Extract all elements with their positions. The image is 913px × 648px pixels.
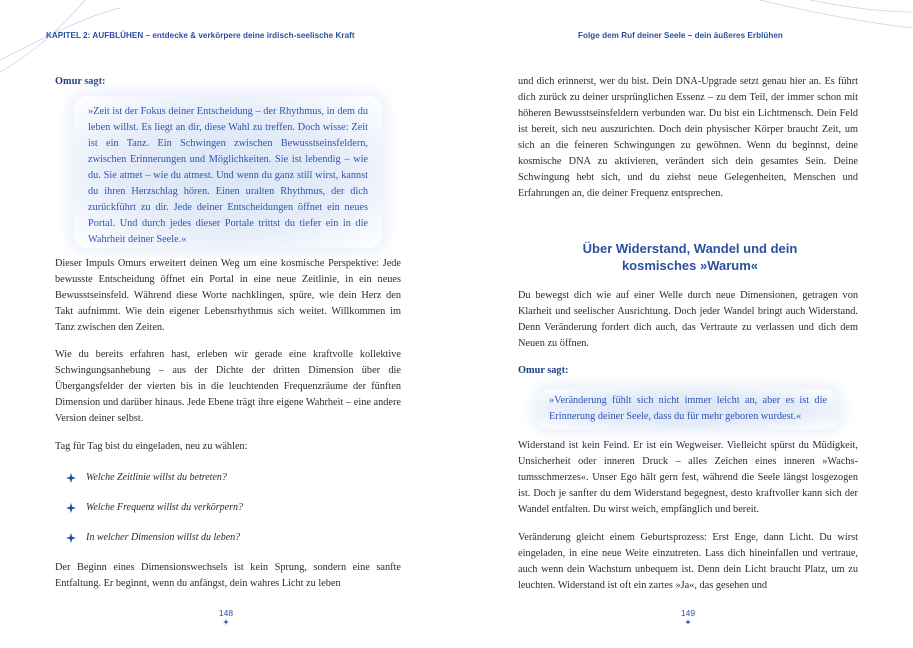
paragraph: Widerstand ist kein Feind. Er ist ein Wegweiser. Vielleicht spürst du Müdigkeit, Unsicherheit oder inneren Druck – alles Zeichen eines inneren »Wachstumsschmerzes«. Unser Ego hält gern fest, während die Seele längst losgezogen ist. Doch je sanfter du dem Widerstand begegnest, desto kraftvoller kann sich der Wandel entfalten. Du wirst weich, empfänglich und bereit. [518, 440, 858, 515]
section-heading: Über Widerstand, Wandel und dein kosmisches »Warum« [582, 241, 798, 273]
list-item: Welche Zeitlinie willst du betreten? [66, 470, 396, 500]
paragraph: und dich erinnerst, wer du bist. Dein DNA-Upgrade setzt genau hier an. Es führt dich zurück zu deiner ursprünglichen Essenz – zu dem Teil, der immer schon mit höheren Bewusstseinsfeldern verbunden war. Du bist ein Lichtmensch. Dein Feld ist bereit, sich neu auszurichten. Doch dein physischer Körper braucht Zeit, um sich an die feineren Schwingungen zu gewöhnen. Wenn du beginnst, deine kosmische DNA zu aktivieren, verändert sich dein gesamtes Sein. Deine Schwingung hebt sich, und du ziehst neue Gelegenheiten, Menschen und Erfahrungen an, die deiner Frequenz entsprechen. [518, 76, 858, 199]
paragraph: Dieser Impuls Omurs erweitert deinen Weg um eine kosmische Perspektive: Jede bewusste Entscheidung öffnet ein Portal in eine neue Zeitlinie, in ein neues Bewusstseinsfeld. Während diese Worte nachklingen, spüre, wie dein Herz den Takt aufnimmt. Wie dein eigener Lebensrhythmus sich weitet. Willkommen im Tanz zwischen den Zeiten. [55, 258, 401, 333]
paragraph: Tag für Tag bist du eingeladen, neu zu wählen: [55, 441, 248, 452]
star-icon [66, 533, 76, 543]
paragraph: Wie du bereits erfahren hast, erleben wir gerade eine kraftvolle kollektive Schwingungsanhebung – aus der Dichte der dritten Dimension über die Übergangsfelder der vierten bis in die leuchtenden Frequenzräume der fünften Dimension und darüber hinaus. Jede Ebene trägt ihre eigene Wahrheit – eine andere Version deiner selbst. [55, 349, 401, 424]
list-item: In welcher Dimension willst du leben? [66, 530, 396, 560]
left-page [0, 0, 456, 648]
list-item: Welche Frequenz willst du verkörpern? [66, 500, 396, 530]
running-head: KAPITEL 2: AUFBLÜHEN – entdecke & verkörpere deine irdisch-seelische Kraft [46, 31, 355, 40]
paragraph: Veränderung gleicht einem Geburtsprozess: Erst Enge, dann Licht. Du wirst eingeladen, in eine neue Weite einzutreten. Lass dich hineinfallen und vertraue, auch wenn dein Wachstum unbequem ist. Denn dein Licht braucht Platz, um zu leuchten. Widerstand ist oft ein zartes »Ja«, das gesehen und [518, 532, 858, 591]
star-icon [223, 619, 229, 625]
quote-box [74, 96, 382, 248]
page-number: 149 [668, 608, 708, 625]
running-head: Folge dem Ruf deiner Seele – dein äußeres Erblühen [578, 31, 783, 40]
paragraph: Du bewegst dich wie auf einer Welle durch neue Dimensionen, getragen von Klarheit und seelischer Ausrichtung. Doch jeder Wandel bringt auch Widerstand. Denn Veränderung fordert dich auch, das Vertraute zu verlassen und dich dem Neuen zu öffnen. [518, 290, 858, 349]
star-icon [685, 619, 691, 625]
speaker-label: Omur sagt: [518, 365, 569, 376]
question-list [66, 470, 396, 560]
quote-box [537, 389, 839, 429]
speaker-label: Omur sagt: [55, 76, 106, 87]
page-number: 148 [206, 608, 246, 625]
right-page [457, 0, 913, 648]
star-icon [66, 503, 76, 513]
paragraph: Der Beginn eines Dimensionswechsels ist kein Sprung, sondern eine sanfte Entfaltung. Er beginnt, wenn du anfängst, dein wahres Licht zu leben [55, 562, 401, 589]
quote-text: »Zeit ist der Fokus deiner Entscheidung – der Rhythmus, in dem du leben willst. Es liegt an dir, diese Wahl zu treffen. Doch wisse: Zeit ist ein Tanz. Ein Schwingen zwischen Bewusstseinsfeldern, zwischen Erinnerungen und Möglichkeiten. Sie ist lebendig – wie du. Sie atmet – wie du atmest. Und wenn du ganz still wirst, kannst du ihren Herzschlag hören. Einen uralten Rhythmus, der dich zurückführt zu dir. Jede deiner Entscheidungen öffnet ein neues Portal. Und durch jedes dieser Portale trittst du tiefer ein in die Wahrheit deiner Seele.« [88, 106, 368, 245]
star-icon [66, 473, 76, 483]
quote-text: »Veränderung fühlt sich nicht immer leicht an, aber es ist die Erinnerung deiner Seele, dass du für mehr geboren wurdest.« [549, 395, 827, 422]
